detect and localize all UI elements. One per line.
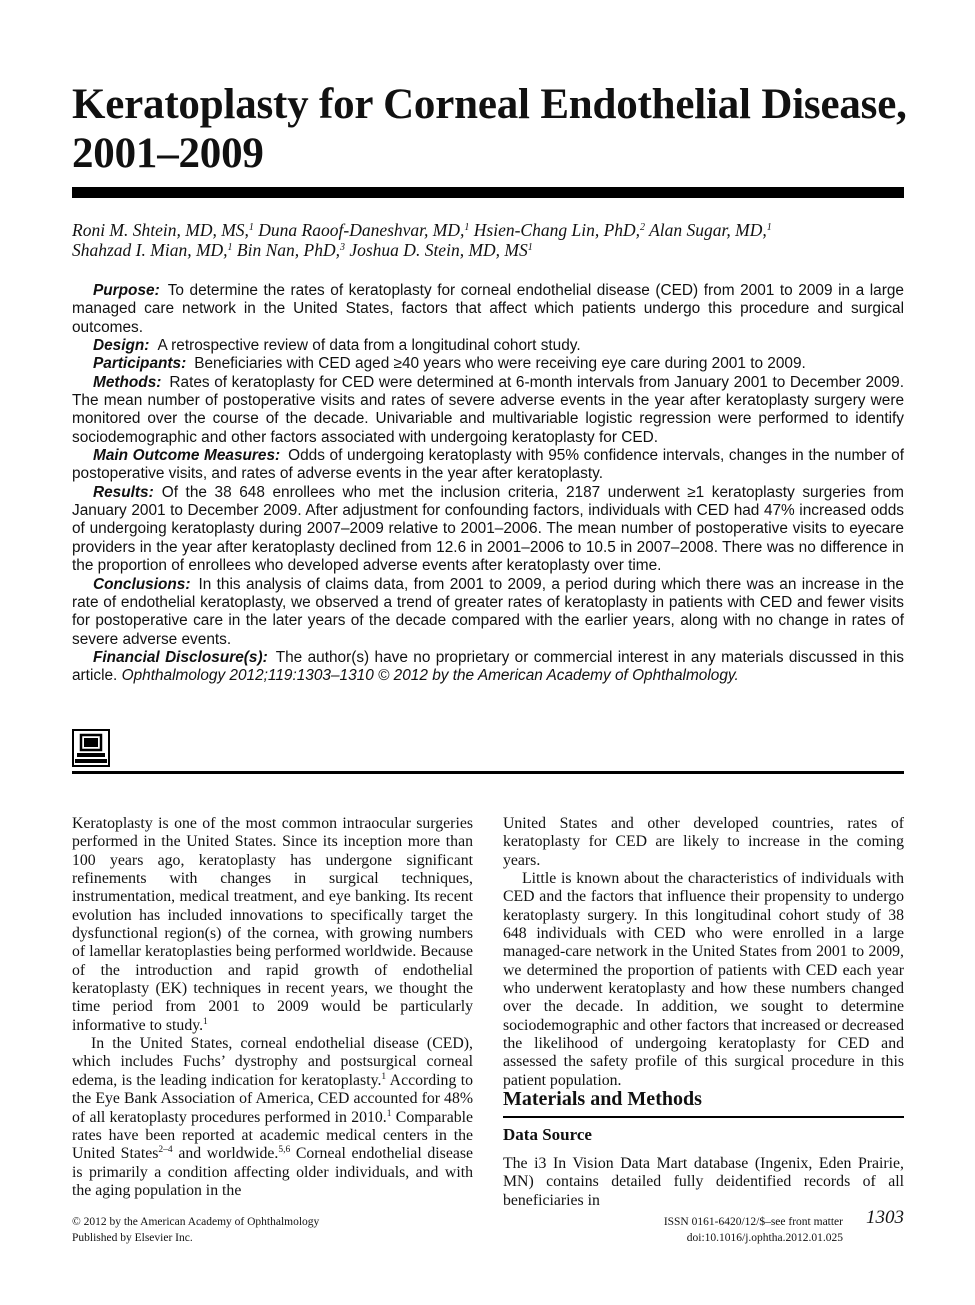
- outcome-label: Main Outcome Measures:: [93, 447, 281, 465]
- abstract-disclosure: [72, 649, 904, 686]
- intro-text-2c: Comparable rates have been reported at academic medical centers in the United States: [72, 1108, 474, 1163]
- purpose-label: Purpose:: [93, 282, 160, 299]
- intro-text-2d: and worldwide.: [172, 1145, 279, 1163]
- author-list: [72, 220, 904, 260]
- participants-text: Beneficiaries with CED aged ≥40 years who were receiving eye care during 2001 to 2009.: [194, 355, 806, 373]
- journal-citation: Ophthalmology 2012;119:1303–1310 © 2012 by the American Academy of Ophthalmology.: [121, 667, 739, 685]
- disclosure-label: Financial Disclosure(s):: [93, 648, 268, 666]
- author-name: Hsien-Chang Lin, PhD,: [473, 220, 641, 240]
- issn-line: ISSN 0161-6420/12/$–see front matter: [663, 1216, 843, 1228]
- reference-link[interactable]: 1: [381, 1071, 387, 1082]
- intro-paragraph-3: United States and other developed countries, rates of keratoplasty for CED are likely to increase in the coming years.: [503, 815, 904, 869]
- data-source-paragraph: The i3 In Vision Data Mart database (Ingenix, Eden Prairie, MN) contains detailed fully deidentified records of all beneficiaries in: [503, 1155, 904, 1209]
- abstract-conclusions: [72, 576, 904, 649]
- author-affiliation: 1: [464, 222, 470, 233]
- purpose-text: To determine the rates of keratoplasty for corneal endothelial disease (CED) from 2001 to 2009 in a large managed care network in the United States, factors that affect which patients undergo this procedure and surgical outcomes.: [72, 282, 904, 336]
- results-label: Results:: [93, 483, 154, 501]
- copyright-line: © 2012 by the American Academy of Ophthalmology: [72, 1216, 320, 1228]
- body-column-right: [503, 815, 904, 1090]
- intro-text-2b: According to the Eye Bank Association of America, CED accounted for 48% of all keratoplasty procedures performed in 2010.: [72, 1071, 473, 1126]
- reference-link[interactable]: 5,6: [278, 1145, 291, 1156]
- abstract-participants: [72, 355, 904, 373]
- author-name: Duna Raoof-Daneshvar, MD,: [258, 220, 465, 240]
- subsection-heading: Data Source: [503, 1125, 592, 1144]
- conclusions-text: In this analysis of claims data, from 2001 to 2009, a period during which there was an increase in the rate of endothelial keratoplasty, we observed a trend of greater rates of keratoplasty in patients with CED and fewer visits for postoperative care in the later years of the decade compared with the earlier years, along with no change in rates of severe adverse events.: [72, 575, 904, 648]
- title-rule: [72, 187, 904, 198]
- author-affiliation: 3: [339, 242, 345, 253]
- reference-link[interactable]: 2–4: [158, 1145, 173, 1156]
- author-affiliation: 1: [248, 222, 254, 233]
- conclusions-label: Conclusions:: [93, 575, 191, 593]
- design-label: Design:: [93, 337, 150, 355]
- author-affiliation: 1: [766, 222, 772, 233]
- section-divider: [72, 771, 904, 774]
- disclosure-text: The author(s) have no proprietary or commercial interest in any materials discussed in this article.: [72, 648, 904, 685]
- outcome-text: Odds of undergoing keratoplasty with 95% confidence intervals, changes in the number of postoperative visits, and rates of adverse events in the year after keratoplasty.: [72, 447, 904, 483]
- section-heading: Materials and Methods: [503, 1088, 702, 1110]
- intro-text-2a: In the United States, corneal endothelial disease (CED), which includes Fuchs’ dystrophy and postsurgical corneal edema, is the leading indication for keratoplasty.: [72, 1035, 473, 1089]
- footer-right: [560, 1215, 843, 1246]
- author-name: Bin Nan, PhD,: [236, 240, 340, 260]
- author-name: Joshua D. Stein, MD, MS: [349, 240, 528, 260]
- abstract-purpose: [72, 282, 904, 337]
- abstract: [72, 282, 904, 686]
- intro-paragraph-1: [72, 815, 473, 1035]
- reference-link[interactable]: 1: [386, 1108, 392, 1119]
- author-name: Shahzad I. Mian, MD,: [72, 240, 228, 260]
- doi-link[interactable]: doi:10.1016/j.ophtha.2012.01.025: [686, 1231, 843, 1244]
- intro-text-2e: Corneal endothelial disease is primarily a condition affecting older individuals, and with the aging population in the: [72, 1145, 473, 1199]
- reference-1[interactable]: 1: [203, 1016, 208, 1027]
- section-heading-rule: [503, 1116, 904, 1118]
- body-column-left: [72, 815, 473, 1200]
- design-text: A retrospective review of data from a longitudinal cohort study.: [157, 337, 581, 355]
- methods-text: Rates of keratoplasty for CED were determined at 6-month intervals from January 2001 to December 2009. The mean number of postoperative visits and rates of severe adverse events in the year after keratoplasty surgery were monitored over the course of the decade. Univariable and multivariable logistic regression were performed to identify sociodemographic and other factors associated with undergoing keratoplasty for CED.: [72, 373, 904, 446]
- abstract-design: [72, 337, 904, 355]
- author-affiliation: 1: [527, 242, 533, 253]
- author-affiliation: 1: [227, 242, 233, 253]
- page-number: 1303: [866, 1207, 904, 1228]
- author-name: Roni M. Shtein, MD, MS,: [72, 220, 249, 240]
- methods-label: Methods:: [93, 373, 162, 391]
- abstract-outcome: [72, 447, 904, 484]
- intro-text-1: Keratoplasty is one of the most common intraocular surgeries performed in the United States. Since its inception more than 100 years ago, keratoplasty has undergone significant refinements with changes in surgical techniques, instrumentation, medical treatment, and eye banking. Its recent evolution has included innovations to specifically target the dysfunctional region(s) of the cornea, with growing numbers of lamellar keratoplasties being performed worldwide. Because of the introduction and rapid growth of endothelial keratoplasty (EK) techniques in recent years, we thought the time period from 2001 to 2009 would be particularly informative to study.: [72, 815, 473, 1034]
- participants-label: Participants:: [93, 355, 187, 373]
- author-name: Alan Sugar, MD,: [649, 220, 767, 240]
- abstract-results: [72, 484, 904, 576]
- footer-left: [72, 1215, 452, 1246]
- article-title: Keratoplasty for Corneal Endothelial Disease, 2001–2009: [72, 81, 907, 177]
- intro-paragraph-2: [72, 1035, 473, 1200]
- author-affiliation: 2: [640, 222, 646, 233]
- intro-paragraph-4: Little is known about the characteristics of individuals with CED and the factors that influence their propensity to undergo keratoplasty surgery. In this longitudinal cohort study of 38 648 individuals with CED who were enrolled in a large managed-care network in the United States from 2001 to 2009, we determined the proportion of patients with CED each year who underwent keratoplasty and how these numbers changed over the decade. In addition, we sought to determine sociodemographic and other factors that increased or decreased the likelihood of undergoing keratoplasty for CED and assessed the safety profile of this surgical procedure in this patient population.: [503, 870, 904, 1089]
- publisher-line: Published by Elsevier Inc.: [72, 1231, 193, 1244]
- results-text: Of the 38 648 enrollees who met the inclusion criteria, 2187 underwent ≥1 keratoplasty surgeries from January 2001 to December 2009. After adjustment for confounding factors, individuals with CED had 47% increased odds of undergoing keratoplasty during 2007–2009 relative to 2001–2006. The mean number of postoperative visits to eyecare providers in the year after keratoplasty declined from 12.6 in 2001–2006 to 10.5 in 2007–2008. There was no difference in the proportion of enrollees who developed adverse events after keratoplasty over time.: [72, 483, 904, 575]
- abstract-methods: [72, 374, 904, 447]
- computer-icon: [72, 729, 110, 767]
